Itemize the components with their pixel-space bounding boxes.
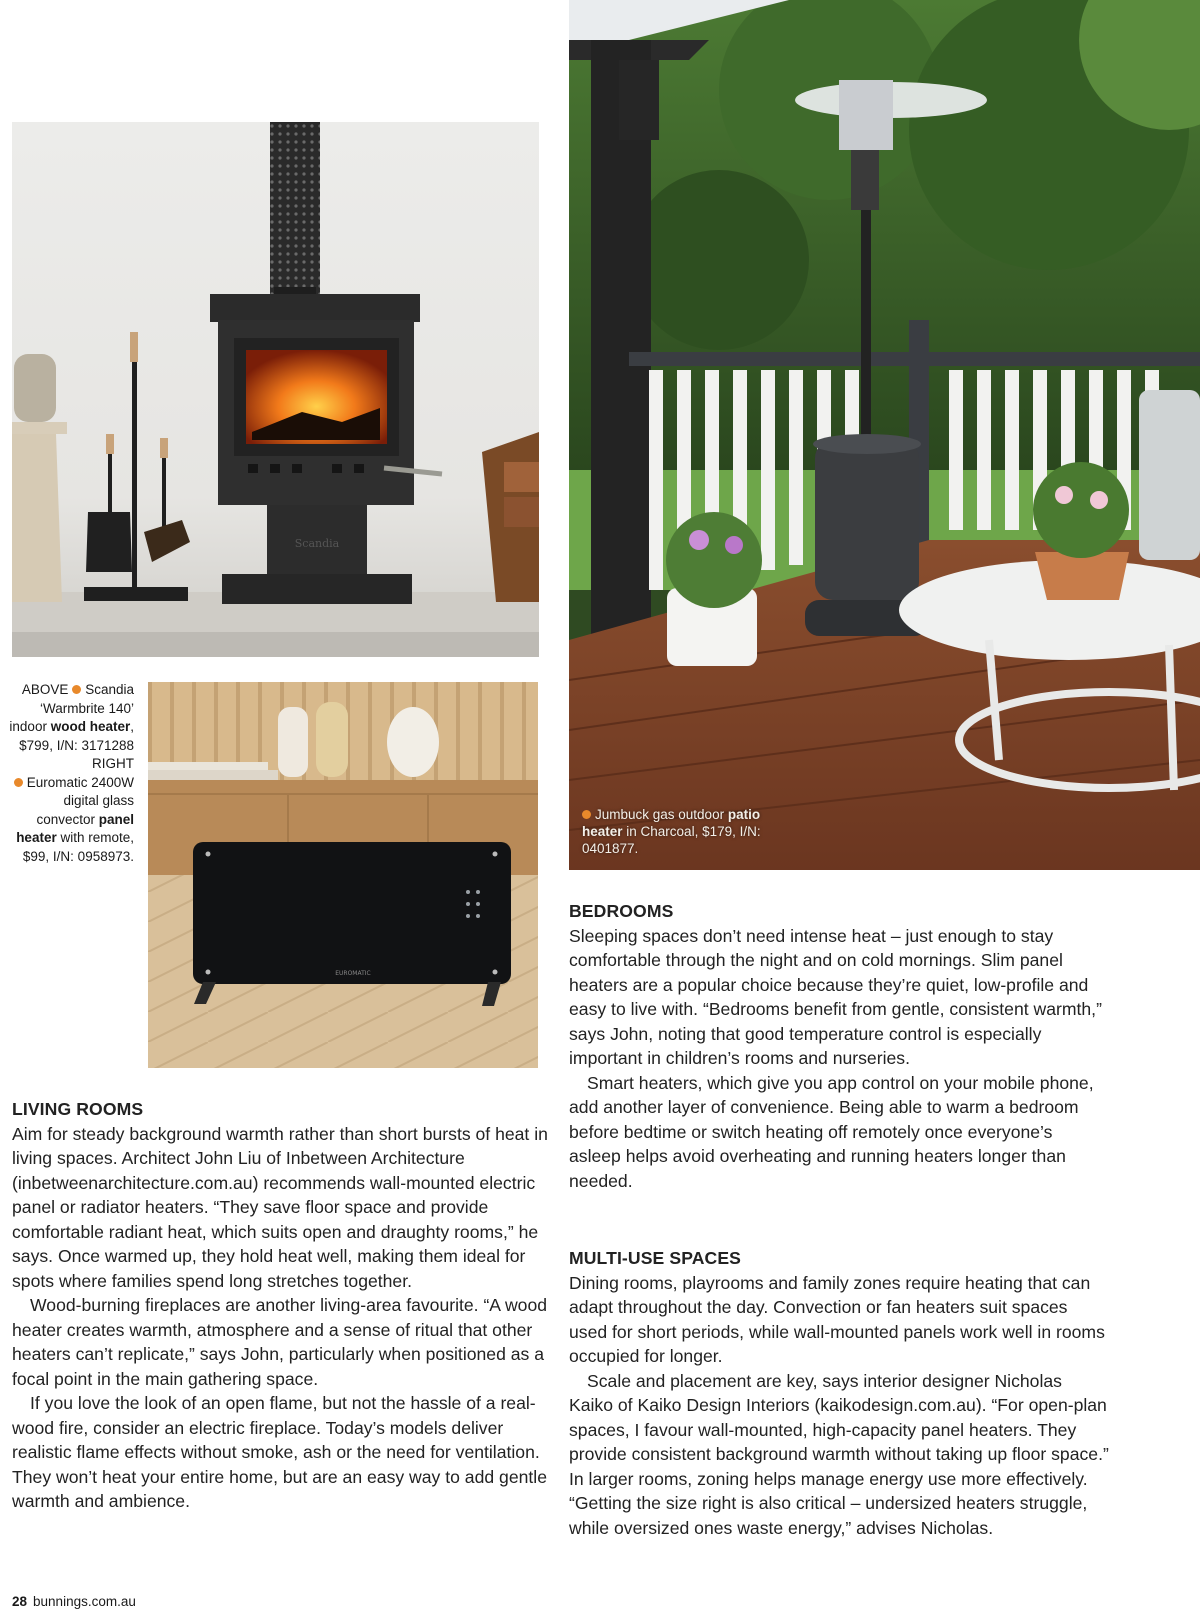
caption-above-label: ABOVE bbox=[21, 682, 69, 697]
patio-heater-illustration bbox=[569, 0, 1200, 870]
caption-right-tail: with remote, $99, I/N: 0958973. bbox=[22, 830, 134, 864]
section-heading: BEDROOMS bbox=[569, 901, 674, 921]
page-footer bbox=[12, 1594, 136, 1609]
wood-heater-illustration bbox=[12, 122, 539, 657]
wood-heater-photo bbox=[12, 122, 539, 657]
panel-heater-illustration bbox=[148, 682, 538, 1068]
caption-bullet-icon bbox=[72, 685, 81, 694]
section-heading: LIVING ROOMS bbox=[12, 1099, 144, 1119]
section-heading: MULTI-USE SPACES bbox=[569, 1248, 742, 1268]
patio-caption-bold: patio heater bbox=[582, 807, 761, 839]
caption-right-lead: Euromatic 2400W digital glass convector bbox=[26, 774, 134, 827]
patio-heater-caption bbox=[582, 806, 792, 857]
paragraph: Aim for steady background warmth rather than short bursts of heat in living spaces. Architect John Liu of Inbetween Architecture (inbetweenarchitecture.com.au) recommends wall-mounted electric panel or radiator heaters. “They save floor space and provide comfortable radiant heat, which suits open and draughty rooms,” he says. Once warmed up, they hold heat well, making them ideal for spots where families spend long stretches together. bbox=[12, 1123, 548, 1291]
scandia-badge: Scandia bbox=[294, 537, 340, 550]
panel-heater-photo bbox=[148, 682, 538, 1068]
caption-above-tail: , $799, I/N: 3171288 bbox=[19, 719, 134, 753]
caption-right-bold: panel heater bbox=[16, 811, 134, 845]
euromatic-badge: EUROMATIC bbox=[335, 970, 371, 977]
paragraph: Wood-burning fireplaces are another living-area favourite. “A wood heater creates warmth, atmosphere and a sense of ritual that other heaters can’t replicate,” says John, particularly when positioned as a focal point in the main gathering space. bbox=[12, 1295, 548, 1389]
site-url[interactable]: bunnings.com.au bbox=[33, 1594, 136, 1609]
caption-above bbox=[8, 681, 134, 755]
photo-captions bbox=[8, 681, 134, 866]
bedrooms-section bbox=[569, 899, 1109, 1193]
paragraph: Dining rooms, playrooms and family zones require heating that can adapt throughout the day. Convection or fan heaters suit spaces used for short periods, while wall-mounted panels work well in rooms occupied for longer. bbox=[569, 1272, 1105, 1366]
caption-bullet-icon bbox=[14, 778, 23, 787]
paragraph: Scale and placement are key, says interior designer Nicholas Kaiko of Kaiko Design Interiors (kaikodesign.com.au). “For open-plan spaces, I favour wall-mounted, high-capacity panel heaters. They provide consistent background warmth without taking up floor space.” In larger rooms, zoning helps manage energy use more effectively. “Getting the size right is also critical – undersized heaters struggle, while oversized ones waste energy,” advises Nicholas. bbox=[569, 1370, 1109, 1538]
paragraph: Smart heaters, which give you app control on your mobile phone, add another layer of convenience. Being able to warm a bedroom before bedtime or switch heating off remotely once everyone’s asleep helps avoid overheating and running heaters longer than needed. bbox=[569, 1072, 1094, 1191]
paragraph: If you love the look of an open flame, but not the hassle of a real-wood fire, consider an electric fireplace. Today’s models deliver realistic flame effects without smoke, ash or the need for ventilation. They won’t heat your entire home, but are an easy way to add gentle warmth and ambience. bbox=[12, 1393, 547, 1511]
caption-right-label: RIGHT bbox=[92, 756, 134, 771]
living-rooms-section bbox=[12, 1097, 548, 1514]
caption-above-lead: Scandia ‘Warmbrite 140’ indoor bbox=[9, 682, 134, 734]
patio-caption-tail: in Charcoal, $179, I/N: 0401877. bbox=[582, 824, 761, 856]
paragraph: Sleeping spaces don’t need intense heat – just enough to stay comfortable through the night and on cold mornings. Slim panel heaters are a popular choice because they’re quiet, low-profile and easy to live with. “Bedrooms benefit from gentle, consistent warmth,” says John, noting that good temperature control is especially important in children’s rooms and nurseries. bbox=[569, 925, 1102, 1068]
caption-right bbox=[8, 755, 134, 866]
page-number: 28 bbox=[12, 1594, 28, 1609]
patio-caption-lead: Jumbuck gas outdoor bbox=[595, 807, 725, 822]
caption-bullet-icon bbox=[582, 810, 591, 819]
caption-above-bold: wood heater bbox=[50, 719, 131, 734]
multi-use-spaces-section bbox=[569, 1246, 1109, 1540]
patio-heater-photo bbox=[569, 0, 1200, 870]
